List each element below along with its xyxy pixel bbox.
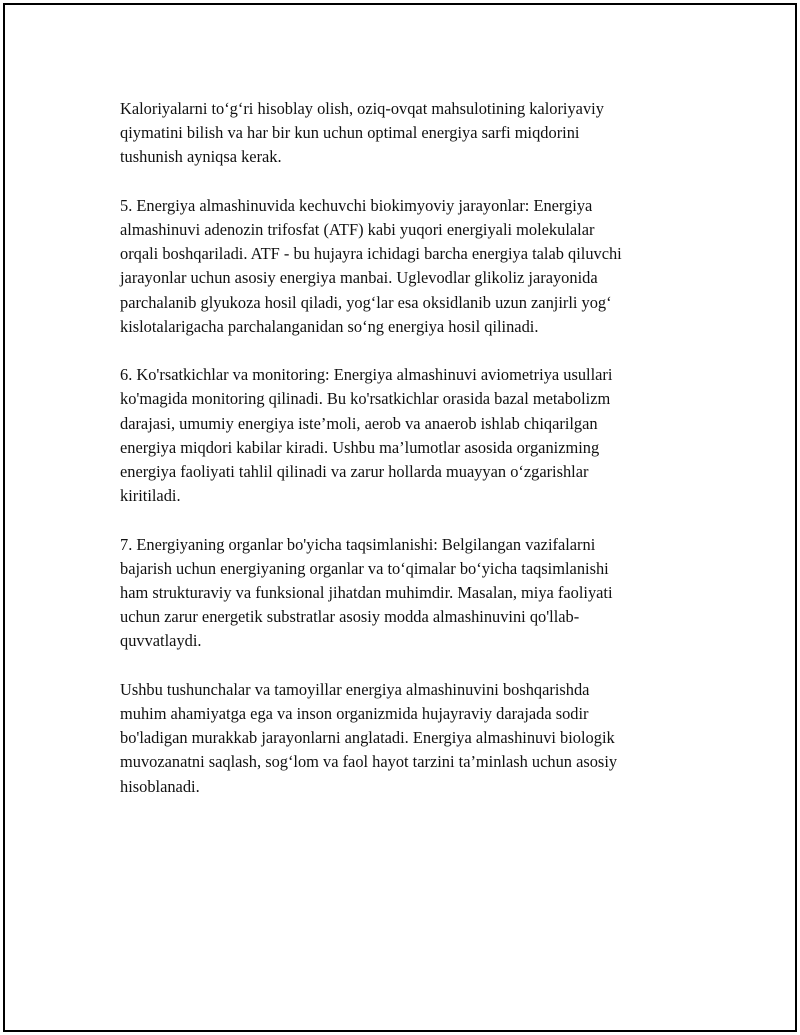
paragraph-indicators-monitoring: 6. Ko'rsatkichlar va monitoring: Energiya almashinuvi aviometriya usullari ko'magida monitoring qilinadi. Bu ko'rsatkichlar orasida bazal metabolizm darajasi, umumiy energiya iste’moli, aerob va anaerob ishlab chiqarilgan energiya miqdori kabilar kiradi. Ushbu ma’lumotlar asosida organizming energiya faoliyati tahlil qilinadi va zarur hollarda muayyan o‘zgarishlar kiritiladi. — [120, 365, 613, 506]
paragraph-organ-distribution: 7. Energiyaning organlar bo'yicha taqsimlanishi: Belgilangan vazifalarni bajarish uchun energiyaning organlar va to‘qimalar bo‘yicha taqsimlanishi ham strukturaviy va funksional jihatdan muhimdir. Masalan, miya faoliyati uchun zarur energetik substratlar asosiy modda almashinuvini qo'llab- quvvatlaydi. — [120, 534, 613, 651]
paragraph-calories: Kaloriyalarni to‘g‘ri hisoblay olish, oziq-ovqat mahsulotining kaloriyaviy qiymatini bilish va har bir kun uchun optimal energiya sarfi miqdorini tushunish ayniqsa kerak. — [120, 99, 604, 167]
page-border — [3, 3, 797, 1032]
paragraph-conclusion: Ushbu tushunchalar va tamoyillar energiya almashinuvini boshqarishda muhim ahamiyatga ega va inson organizmida hujayraviy darajada sodir bo'ladigan murakkab jarayonlarni anglatadi. Energiya almashinuvi biologik muvozanatni saqlash, sog‘lom va faol hayot tarzini ta’minlash uchun asosiy hisoblanadi. — [120, 679, 618, 796]
document-body — [120, 97, 698, 799]
paragraph-biochemical-processes: 5. Energiya almashinuvida kechuvchi biokimyoviy jarayonlar: Energiya almashinuvi adenozin trifosfat (ATF) kabi yuqori energiyali molekulalar orqali boshqariladi. ATF - bu hujayra ichidagi barcha energiya talab qiluvchi jarayonlar uchun asosiy energiya manbai. Uglevodlar glikoliz jarayonida parchalanib glyukoza hosil qiladi, yog‘lar esa oksidlanib uzun zanjirli yog‘ kislotalarigacha parchalanganidan so‘ng energiya hosil qilinadi. — [120, 195, 622, 336]
